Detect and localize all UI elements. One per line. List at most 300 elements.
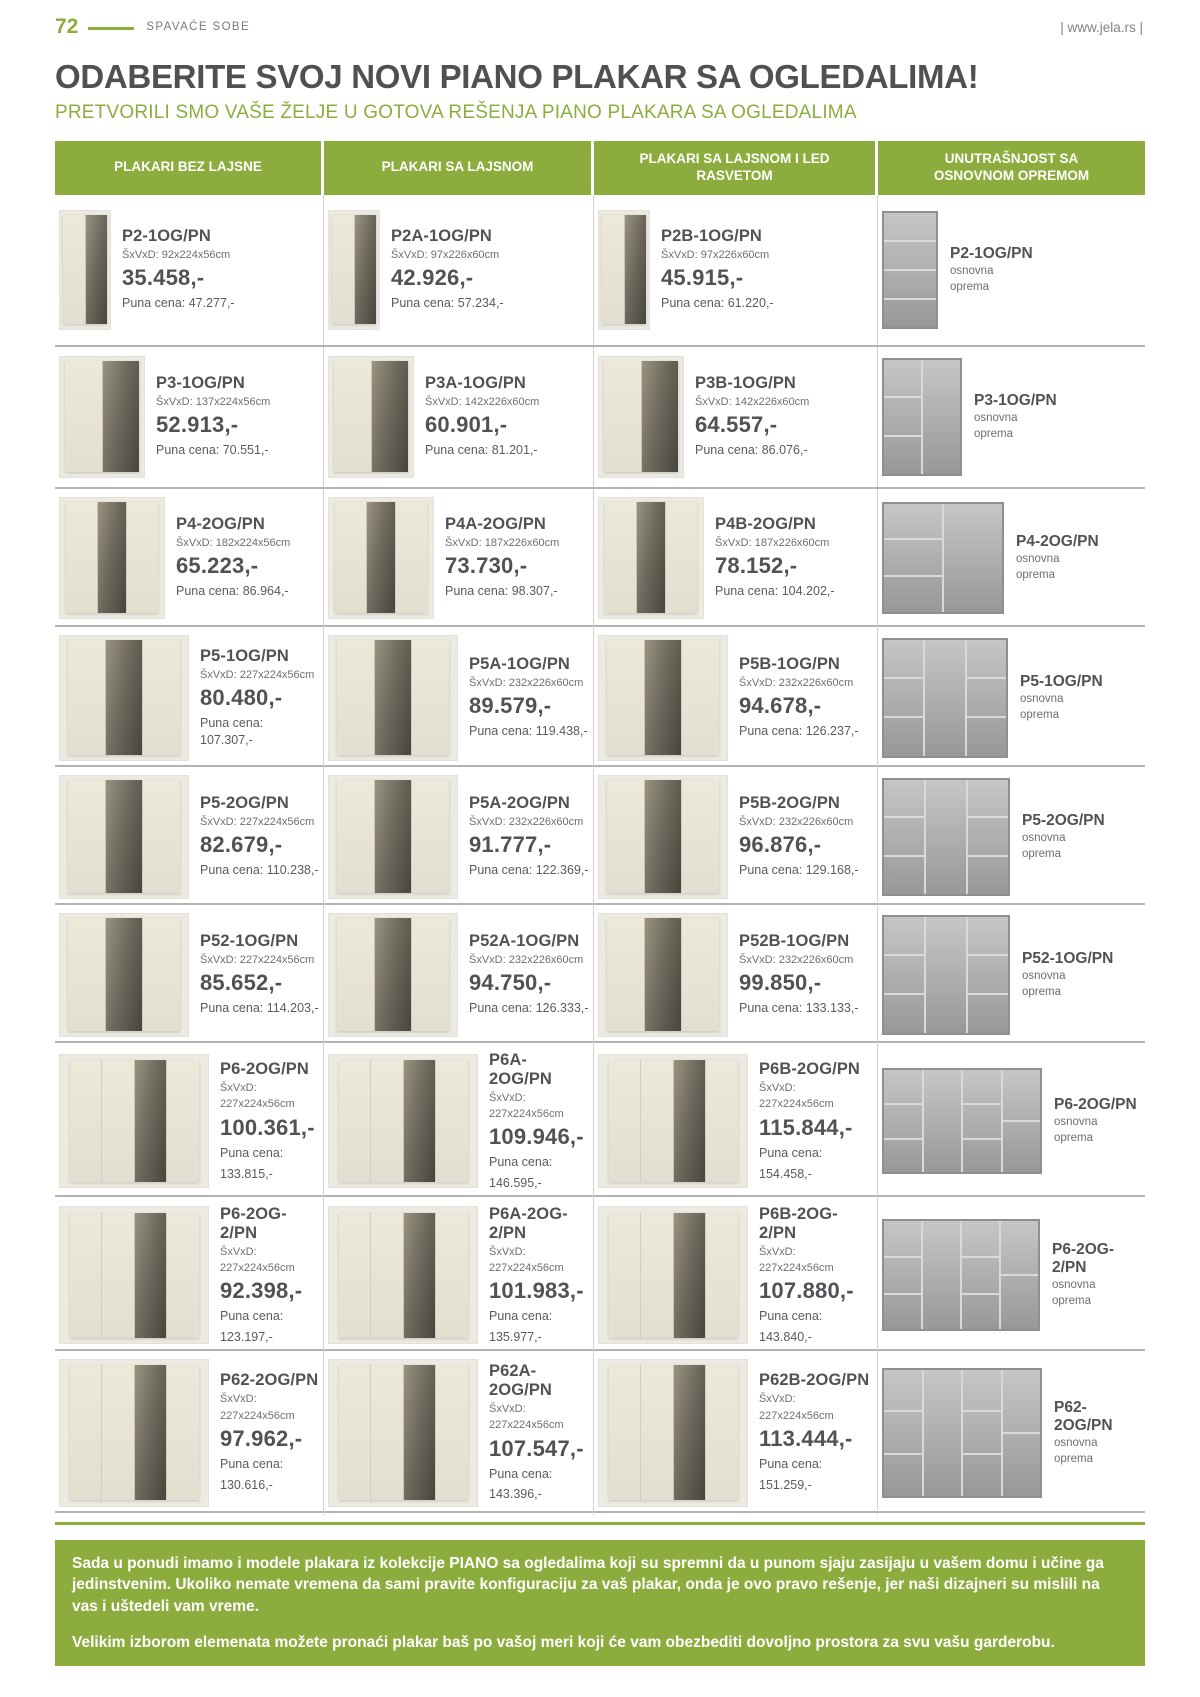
product-dims-label: ŠxVxD: — [489, 1091, 526, 1104]
product-price: 101.983,- — [489, 1278, 584, 1304]
product-row — [55, 195, 1145, 347]
full-price-label: Puna cena: — [759, 1457, 823, 1472]
interior-column — [923, 640, 964, 756]
interior-column — [965, 640, 1006, 756]
product-text — [200, 932, 319, 1017]
interior-column — [999, 1221, 1038, 1329]
wardrobe-photo — [328, 1359, 478, 1507]
mirror-door — [105, 780, 141, 893]
product-price: 42.926,- — [391, 265, 474, 291]
product-price: 97.962,- — [220, 1426, 303, 1452]
wardrobe-door — [395, 502, 426, 613]
full-price-value: 143.840,- — [759, 1330, 812, 1345]
interior-column — [942, 504, 1002, 612]
interior-shelf — [968, 917, 1008, 956]
wardrobe-door — [337, 640, 374, 755]
full-price: Puna cena: 122.369,- — [469, 863, 589, 878]
wardrobe-door — [66, 502, 96, 613]
product-cell — [594, 489, 878, 627]
product-dims: ŠxVxD: 232x226x60cm — [739, 677, 854, 690]
footer-divider-line — [55, 1522, 1145, 1525]
interior-shelf — [963, 1455, 1001, 1496]
product-price: 107.880,- — [759, 1278, 854, 1304]
wardrobe-door — [681, 918, 719, 1031]
full-price: Puna cena: 110.238,- — [200, 863, 319, 878]
product-price: 85.652,- — [200, 970, 283, 996]
wardrobe-photo — [598, 1359, 748, 1507]
wardrobe-door — [705, 1213, 738, 1339]
product-cell — [594, 627, 878, 769]
interior-shelf — [884, 718, 923, 755]
mirror-door — [97, 502, 127, 613]
product-row — [55, 1043, 1145, 1197]
wardrobe-door — [609, 1060, 641, 1182]
interior-name: P5-1OG/PN — [1020, 672, 1103, 690]
interior-name: P3-1OG/PN — [974, 391, 1057, 409]
product-text — [469, 794, 589, 879]
product-text — [739, 655, 859, 740]
interior-column — [924, 917, 966, 1033]
product-text — [156, 374, 270, 459]
interior-cell — [878, 1351, 1145, 1515]
interior-shelf — [967, 718, 1006, 755]
wardrobe-door — [605, 502, 635, 613]
mirror-door — [366, 502, 396, 613]
product-price: 115.844,- — [759, 1114, 853, 1140]
product-cell — [324, 767, 594, 907]
product-cell — [55, 627, 324, 769]
interior-shelf — [924, 1070, 962, 1172]
wardrobe-photo — [328, 497, 434, 619]
wardrobe-door — [166, 1365, 199, 1500]
product-text — [489, 1362, 589, 1503]
wardrobe-door — [435, 1213, 468, 1339]
wardrobe-photo — [59, 497, 165, 619]
interior-column — [922, 1070, 962, 1172]
full-price: Puna cena: 70.551,- — [156, 443, 269, 458]
wardrobe-door — [101, 1213, 134, 1339]
product-text — [661, 227, 774, 312]
equipment-label-line1: osnovna — [1022, 831, 1066, 844]
product-dims: ŠxVxD: 92x224x56cm — [122, 249, 231, 262]
interior-shelf — [926, 780, 966, 894]
wardrobe-photo — [598, 913, 728, 1037]
wardrobe-doors — [65, 361, 139, 472]
mirror-door — [624, 215, 646, 324]
product-name: P5-2OG/PN — [200, 794, 289, 813]
product-dims: ŠxVxD: 227x224x56cm — [200, 954, 315, 967]
mirror-door — [134, 1213, 165, 1339]
equipment-label-line1: osnovna — [1052, 1279, 1096, 1292]
wardrobe-doors — [609, 1365, 738, 1500]
wardrobe-door — [435, 1365, 468, 1500]
equipment-label-line2: oprema — [1052, 1295, 1091, 1308]
wardrobe-doors — [70, 1213, 199, 1339]
wardrobe-doors — [605, 502, 696, 613]
interior-name: P2-1OG/PN — [950, 244, 1033, 262]
interior-shelf — [884, 917, 924, 956]
product-price: 73.730,- — [445, 553, 528, 579]
product-dims: 227x224x56cm — [220, 1409, 295, 1422]
product-dims: ŠxVxD: 232x226x60cm — [469, 677, 584, 690]
interior-cell — [878, 195, 1145, 345]
interior-shelf — [884, 640, 923, 679]
interior-shelf — [1003, 1070, 1041, 1122]
wardrobe-door — [640, 1365, 673, 1500]
product-dims-label: ŠxVxD: — [220, 1393, 257, 1406]
wardrobe-doors — [68, 918, 180, 1031]
footer-paragraph-2: Velikim izborom elemenata možete pronaći plakar baš po vašoj meri koji će vam obezbediti dovoljno prostora za svu vašu garderobu. — [72, 1633, 1055, 1651]
wardrobe-door — [609, 1213, 641, 1339]
product-name: P6B-2OG/PN — [759, 1060, 860, 1079]
wardrobe-door — [681, 640, 719, 755]
interior-shelf — [884, 213, 936, 242]
product-row — [55, 347, 1145, 489]
interior-shelf — [884, 398, 921, 437]
wardrobe-door — [101, 1060, 134, 1182]
full-price-value: 130.616,- — [220, 1477, 273, 1492]
interior-shelf — [884, 1140, 922, 1173]
mirror-door — [403, 1213, 434, 1339]
product-price: 109.946,- — [489, 1124, 584, 1150]
wardrobe-doors — [609, 1060, 738, 1182]
full-price: Puna cena: 114.203,- — [200, 1001, 319, 1016]
product-dims: ŠxVxD: 232x226x60cm — [469, 816, 584, 829]
product-dims: ŠxVxD: 187x226x60cm — [715, 537, 830, 550]
product-price: 80.480,- — [200, 684, 283, 710]
wardrobe-photo — [598, 497, 704, 619]
mirror-door — [636, 502, 666, 613]
product-dims: ŠxVxD: 97x226x60cm — [661, 249, 770, 262]
mirror-door — [105, 640, 141, 755]
wardrobe-doors — [68, 780, 180, 893]
interior-shelf — [884, 1258, 921, 1295]
wardrobe-photo — [59, 1054, 209, 1188]
product-cell — [55, 905, 324, 1045]
product-row — [55, 627, 1145, 767]
wardrobe-door — [126, 502, 157, 613]
interior-cell — [878, 905, 1145, 1045]
product-cell — [324, 195, 594, 345]
wardrobe-photo — [598, 775, 728, 899]
wardrobe-door — [70, 1365, 102, 1500]
wardrobe-door — [166, 1213, 199, 1339]
column-header-1: PLAKARI BEZ LAJSNE — [55, 141, 324, 195]
interior-shelf — [963, 1105, 1001, 1140]
product-name: P5B-2OG/PN — [739, 794, 840, 813]
product-name: P5B-1OG/PN — [739, 655, 840, 674]
wardrobe-door — [705, 1060, 738, 1182]
interior-text — [1054, 1096, 1137, 1146]
product-cell — [324, 489, 594, 627]
equipment-label-line2: oprema — [974, 427, 1013, 440]
wardrobe-door — [334, 361, 371, 472]
wardrobe-doors — [337, 640, 449, 755]
wardrobe-door — [63, 215, 85, 324]
interior-shelf — [884, 437, 921, 474]
column-header-4: UNUTRAŠNJOST SA OSNOVNOM OPREMOM — [878, 141, 1145, 195]
product-cell — [55, 1043, 324, 1200]
website-label: | www.jela.rs | — [1060, 19, 1143, 35]
product-dims-label: ŠxVxD: — [759, 1393, 796, 1406]
wardrobe-doors — [68, 640, 180, 755]
product-dims: ŠxVxD: 137x224x56cm — [156, 396, 271, 409]
interior-shelf — [968, 857, 1008, 894]
wardrobe-photo — [59, 1359, 209, 1507]
product-dims: 227x224x56cm — [759, 1098, 834, 1111]
wardrobe-door — [142, 918, 180, 1031]
product-row — [55, 1351, 1145, 1513]
column-header-2: PLAKARI SA LAJSNOM — [324, 141, 594, 195]
product-name: P3-1OG/PN — [156, 374, 245, 393]
wardrobe-doors — [607, 780, 719, 893]
product-name: P5A-1OG/PN — [469, 655, 570, 674]
equipment-label-line1: osnovna — [950, 264, 994, 277]
wardrobe-photo — [59, 1206, 209, 1344]
wardrobe-door — [705, 1365, 738, 1500]
interior-shelf — [962, 1258, 999, 1295]
product-dims-label: ŠxVxD: — [759, 1245, 796, 1258]
interior-column — [924, 780, 966, 894]
mirror-door — [641, 361, 678, 472]
interior-column — [921, 1221, 960, 1329]
wardrobe-doors — [607, 640, 719, 755]
interior-column — [884, 504, 942, 612]
full-price-label: Puna cena: — [220, 1457, 284, 1472]
interior-cell — [878, 1197, 1145, 1354]
product-price: 100.361,- — [220, 1114, 315, 1140]
interior-shelf — [1001, 1276, 1038, 1329]
full-price-value: 146.595,- — [489, 1176, 542, 1191]
interior-column — [1001, 1370, 1041, 1496]
interior-shelf — [963, 1070, 1001, 1105]
interior-shelf — [884, 857, 924, 894]
interior-name: P6-2OG-2/PN — [1052, 1241, 1115, 1277]
wardrobe-photo — [328, 775, 458, 899]
wardrobe-door — [332, 215, 354, 324]
interior-shelf — [923, 1221, 960, 1329]
product-cell — [324, 1197, 594, 1354]
interior-column — [966, 780, 1008, 894]
interior-shelf — [884, 242, 936, 271]
full-price-value: 135.977,- — [489, 1330, 542, 1345]
wardrobe-doors — [335, 502, 426, 613]
interior-column — [884, 1221, 921, 1329]
interior-column — [1001, 1070, 1041, 1172]
wardrobe-door — [607, 780, 644, 893]
footer-paragraph-1: Sada u ponudi imamo i modele plakara iz kolekcije PIANO sa ogledalima koji su spremni da u punom sjaju zasijaju u vašem domu i učine ga jedinstvenim. Ukoliko nemate vremena da sami pravite konfiguraciju za vaš plakar, onda je ovo pravo rešenje, jer naši dizajneri su mislili na vas i uštedeli vam vreme. — [72, 1554, 1104, 1616]
wardrobe-door — [337, 918, 374, 1031]
product-name: P4-2OG/PN — [176, 515, 265, 534]
product-text — [469, 655, 588, 740]
wardrobe-photo — [328, 356, 414, 478]
wardrobe-door — [681, 780, 719, 893]
interior-photo — [882, 638, 1008, 758]
product-cell — [324, 347, 594, 487]
product-dims: 227x224x56cm — [759, 1409, 834, 1422]
product-dims: 227x224x56cm — [220, 1261, 295, 1274]
interior-text — [1022, 950, 1113, 1000]
wardrobe-door — [640, 1213, 673, 1339]
full-price: Puna cena: 61.220,- — [661, 296, 774, 311]
page-subtitle: PRETVORILI SMO VAŠE ŽELJE U GOTOVA REŠENJA PIANO PLAKARA SA OGLEDALIMA — [55, 101, 857, 123]
full-price: Puna cena: 86.964,- — [176, 584, 289, 599]
equipment-label-line2: oprema — [1054, 1132, 1093, 1145]
mirror-door — [673, 1213, 704, 1339]
product-name: P6-2OG/PN — [220, 1060, 309, 1079]
product-grid — [55, 195, 1145, 1513]
full-price-label: Puna cena: — [759, 1145, 823, 1160]
wardrobe-door — [411, 780, 449, 893]
wardrobe-door — [337, 780, 374, 893]
interior-shelf — [884, 271, 936, 300]
full-price-value: 143.396,- — [489, 1487, 542, 1502]
interior-shelf — [963, 1140, 1001, 1173]
interior-photo — [882, 502, 1004, 614]
product-cell — [594, 767, 878, 907]
product-name: P2B-1OG/PN — [661, 227, 762, 246]
interior-shelf — [926, 917, 966, 1033]
interior-shelf — [968, 956, 1008, 995]
interior-shelf — [968, 780, 1008, 819]
wardrobe-door — [607, 640, 644, 755]
wardrobe-door — [142, 780, 180, 893]
interior-shelf — [1003, 1370, 1041, 1434]
wardrobe-door — [370, 1060, 403, 1182]
interior-shelf — [1003, 1434, 1041, 1496]
product-name: P52B-1OG/PN — [739, 932, 850, 951]
wardrobe-photo — [598, 356, 684, 478]
product-name: P62-2OG/PN — [220, 1371, 319, 1390]
mirror-door — [371, 361, 408, 472]
interior-photo — [882, 358, 962, 476]
product-name: P3A-1OG/PN — [425, 374, 526, 393]
product-text — [391, 227, 504, 312]
wardrobe-photo — [59, 356, 145, 478]
interior-text — [1052, 1241, 1141, 1309]
interior-shelf — [884, 1295, 921, 1330]
wardrobe-door — [604, 361, 641, 472]
product-name: P6-2OG-2/PN — [220, 1204, 287, 1242]
interior-shelf — [884, 300, 936, 327]
product-dims: 227x224x56cm — [489, 1261, 564, 1274]
page-number: 72 — [55, 15, 79, 38]
product-price: 94.750,- — [469, 970, 552, 996]
product-dims-label: ŠxVxD: — [759, 1082, 796, 1095]
full-price: Puna cena: 98.307,- — [445, 584, 558, 599]
interior-cell — [878, 347, 1145, 487]
wardrobe-doors — [332, 215, 377, 324]
interior-name: P5-2OG/PN — [1022, 811, 1105, 829]
wardrobe-photo — [328, 913, 458, 1037]
product-text — [425, 374, 539, 459]
wardrobe-doors — [63, 215, 108, 324]
wardrobe-photo — [59, 210, 111, 330]
header-dash-divider — [88, 27, 134, 30]
interior-name: P6-2OG/PN — [1054, 1096, 1137, 1114]
product-row — [55, 767, 1145, 905]
product-price: 60.901,- — [425, 412, 508, 438]
wardrobe-photo — [59, 913, 189, 1037]
interior-shelf — [968, 818, 1008, 857]
product-cell — [55, 489, 324, 627]
wardrobe-door — [602, 215, 624, 324]
mirror-door — [673, 1365, 704, 1500]
wardrobe-doors — [607, 918, 719, 1031]
full-price-label: Puna cena: — [489, 1466, 553, 1481]
interior-text — [1016, 533, 1099, 583]
interior-shelf — [925, 640, 964, 756]
wardrobe-photo — [59, 635, 189, 761]
interior-text — [1020, 673, 1103, 723]
wardrobe-door — [68, 780, 105, 893]
wardrobe-door — [335, 502, 365, 613]
interior-shelf — [962, 1295, 999, 1330]
interior-shelf — [884, 1105, 922, 1140]
full-price: Puna cena: 86.076,- — [695, 443, 808, 458]
mirror-door — [644, 780, 680, 893]
wardrobe-door — [640, 1060, 673, 1182]
product-dims: ŠxVxD: 182x224x56cm — [176, 537, 291, 550]
product-dims: ŠxVxD: 142x226x60cm — [425, 396, 540, 409]
interior-shelf — [884, 1221, 921, 1258]
wardrobe-doors — [70, 1365, 199, 1500]
interior-text — [1054, 1399, 1141, 1467]
wardrobe-door — [101, 1365, 134, 1500]
product-name: P6A-2OG/PN — [489, 1050, 552, 1088]
interior-shelf — [967, 640, 1006, 679]
interior-shelf — [884, 577, 942, 612]
interior-shelf — [884, 956, 924, 995]
interior-photo — [882, 915, 1010, 1035]
equipment-label-line1: osnovna — [1016, 552, 1060, 565]
full-price: Puna cena: 133.133,- — [739, 1001, 859, 1016]
product-dims-label: ŠxVxD: — [489, 1402, 526, 1415]
wardrobe-doors — [70, 1060, 199, 1182]
interior-shelf — [924, 1370, 962, 1496]
full-price-label: Puna cena: — [220, 1145, 284, 1160]
wardrobe-door — [166, 1060, 199, 1182]
mirror-door — [134, 1060, 165, 1182]
interior-photo — [882, 1219, 1040, 1331]
product-cell — [594, 195, 878, 345]
product-row — [55, 1197, 1145, 1351]
table-column-headers — [55, 141, 1145, 195]
product-name: P6B-2OG-2/PN — [759, 1204, 838, 1242]
product-row — [55, 905, 1145, 1043]
wardrobe-doors — [334, 361, 408, 472]
wardrobe-doors — [604, 361, 678, 472]
product-text — [220, 1205, 319, 1346]
product-dims: ŠxVxD: 187x226x60cm — [445, 537, 560, 550]
product-cell — [594, 347, 878, 487]
wardrobe-photo — [59, 775, 189, 899]
interior-name: P52-1OG/PN — [1022, 949, 1114, 967]
interior-column — [922, 1370, 962, 1496]
product-text — [489, 1205, 589, 1346]
equipment-label-line2: oprema — [1022, 985, 1061, 998]
product-cell — [594, 1043, 878, 1200]
interior-name: P4-2OG/PN — [1016, 532, 1099, 550]
product-price: 45.915,- — [661, 265, 744, 291]
wardrobe-door — [70, 1060, 102, 1182]
equipment-label-line1: osnovna — [1054, 1116, 1098, 1129]
wardrobe-door — [70, 1213, 102, 1339]
interior-shelf — [884, 818, 924, 857]
full-price: Puna cena: 107.307,- — [200, 715, 264, 747]
wardrobe-photo — [598, 635, 728, 761]
wardrobe-door — [339, 1060, 371, 1182]
